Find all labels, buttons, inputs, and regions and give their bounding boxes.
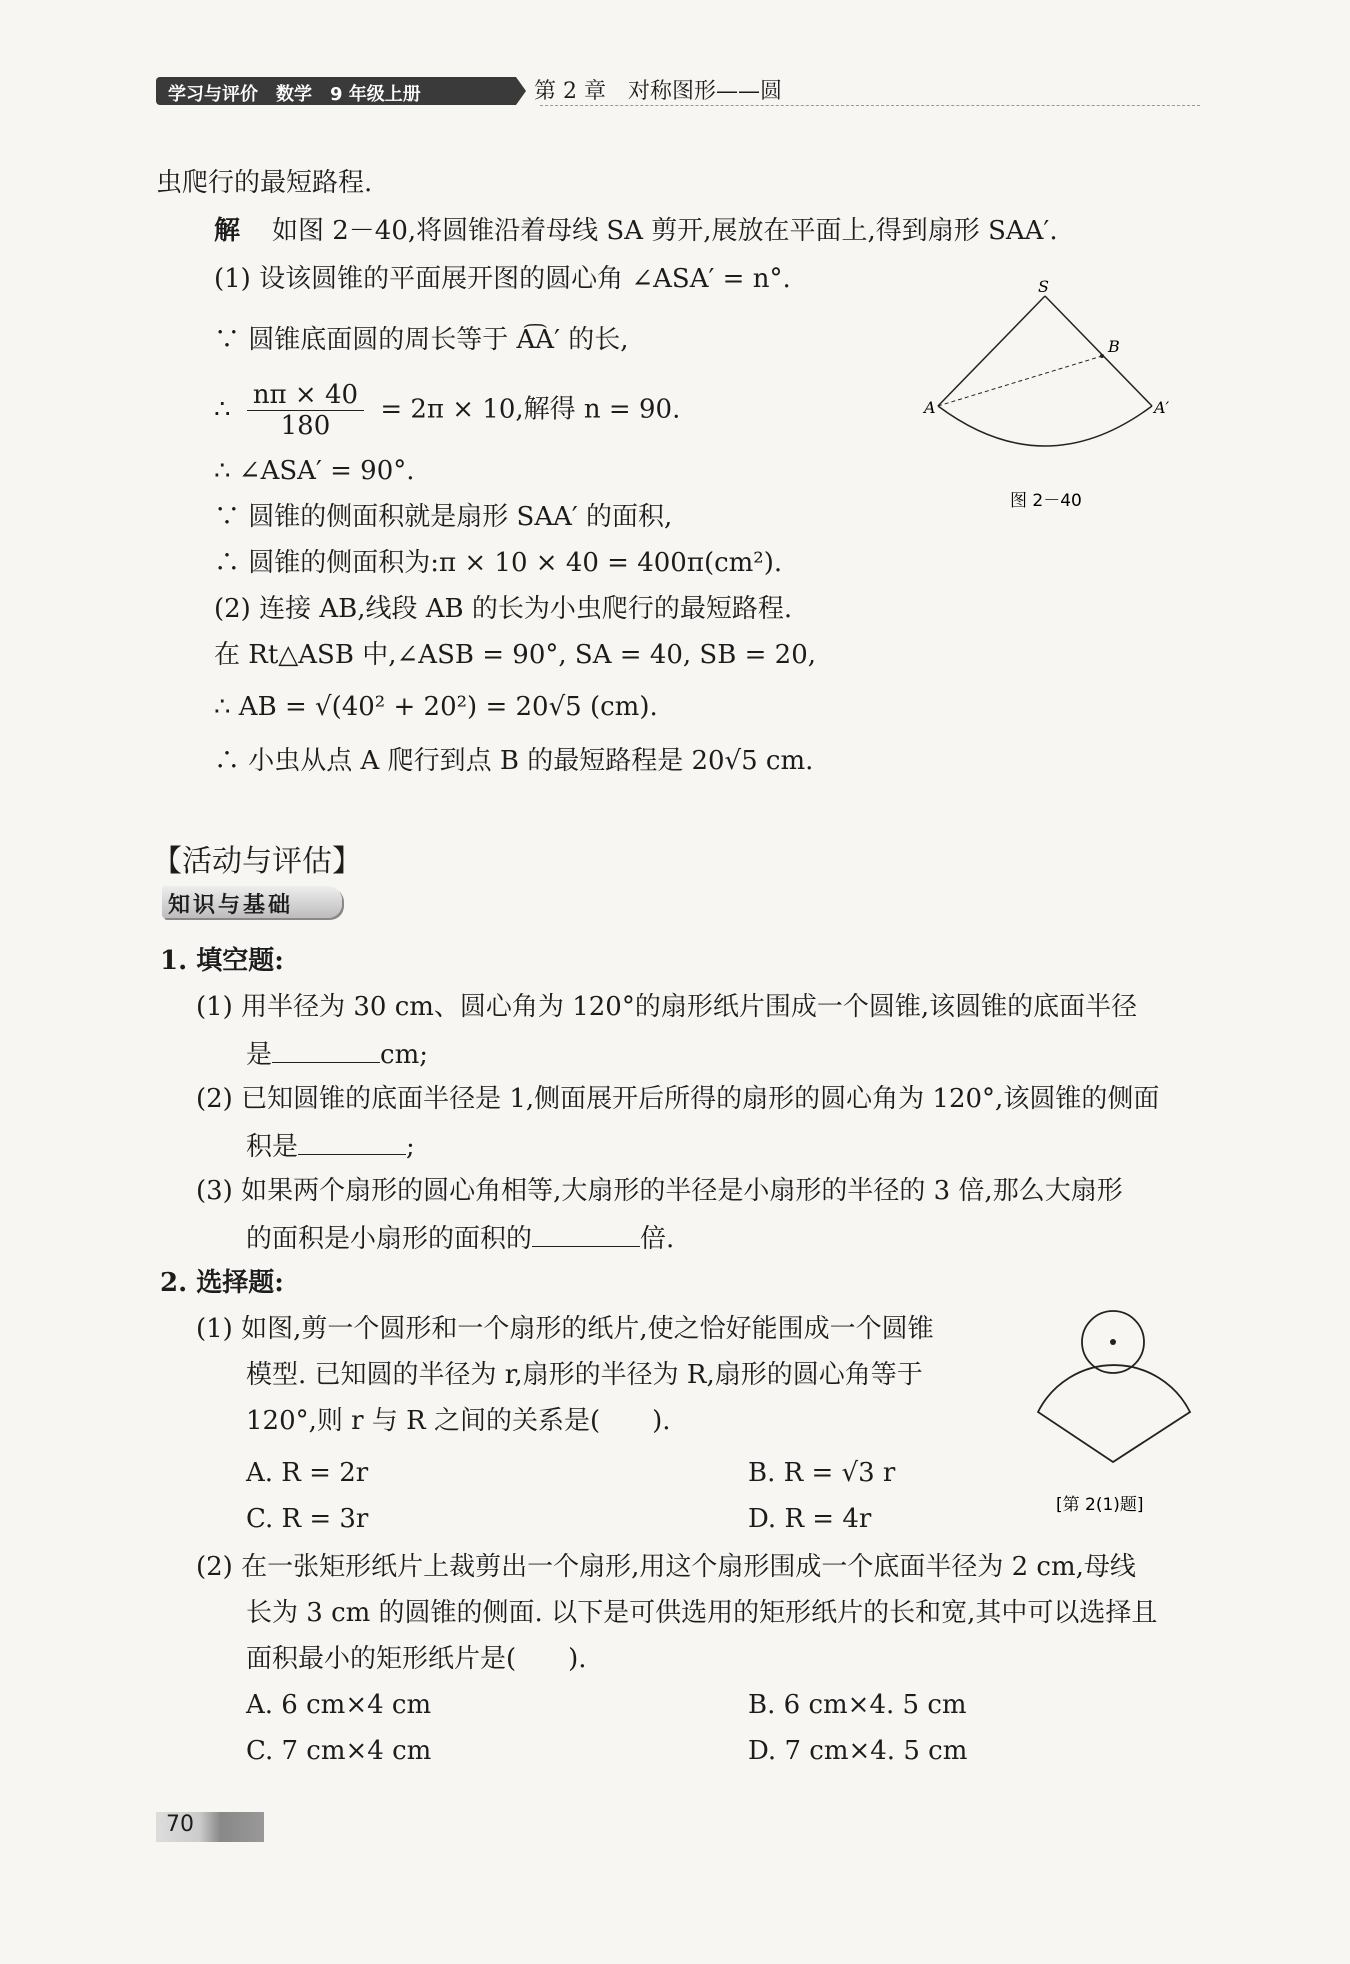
q2-option-D[interactable]: D. R = 4r	[748, 1504, 872, 1534]
q2-part1-line3: 120°,则 r 与 R 之间的关系是( ).	[246, 1406, 671, 1436]
q2-option-B[interactable]: B. R = √3 r	[748, 1458, 896, 1488]
header-divider	[540, 105, 1200, 106]
fig-line-SA2	[1045, 296, 1152, 406]
fig-point-B	[1100, 354, 1104, 358]
answer-blank[interactable]	[272, 1036, 380, 1063]
fraction-denominator: 180	[280, 411, 331, 441]
q2-2-option-D[interactable]: D. 7 cm×4. 5 cm	[748, 1736, 968, 1766]
header-book-banner	[156, 77, 516, 105]
solution-label: 解	[214, 216, 241, 246]
solution-line-5: ∴ ∠ASA′ = 90°.	[214, 456, 415, 486]
q2-fig-caption: [第 2(1)题]	[1056, 1495, 1144, 1515]
fig-arc-AA2	[938, 406, 1152, 446]
q1-part2-line2: 积是 ;	[246, 1128, 415, 1164]
q1-part2-line1: (2) 已知圆锥的底面半径是 1,侧面展开后所得的扇形的圆心角为 120°,该圆锥的侧面	[196, 1084, 1160, 1114]
solution-line-4	[214, 380, 680, 441]
figure-2-40	[910, 276, 1180, 516]
q2-heading: 2. 选择题:	[160, 1268, 284, 1298]
fraction-rest: = 2π × 10,解得 n = 90.	[380, 394, 681, 425]
q1-part3-line1: (3) 如果两个扇形的圆心角相等,大扇形的半径是小扇形的半径的 3 倍,那么大扇形	[196, 1176, 1123, 1206]
figure-q2-1	[1020, 1300, 1220, 1520]
q2-2-option-A[interactable]: A. 6 cm×4 cm	[246, 1690, 432, 1720]
q2-part2-line1: (2) 在一张矩形纸片上裁剪出一个扇形,用这个扇形围成一个底面半径为 2 cm,母线	[196, 1552, 1136, 1582]
solution-line-6: ∵ 圆锥的侧面积就是扇形 SAA′ 的面积,	[214, 502, 673, 532]
solution-line-3: ∵ 圆锥底面圆的周长等于 A͡A′ 的长,	[214, 325, 629, 355]
solution-line-9: 在 Rt△ASB 中,∠ASB = 90°, SA = 40, SB = 20,	[214, 640, 817, 670]
fig-circle-center	[1110, 1339, 1116, 1345]
q2-part1-line2: 模型. 已知圆的半径为 r,扇形的半径为 R,扇形的圆心角等于	[246, 1360, 923, 1390]
knowledge-badge	[162, 886, 342, 918]
q2-option-A[interactable]: A. R = 2r	[246, 1458, 369, 1488]
knowledge-badge-label: 知识与基础	[168, 893, 294, 918]
solution-line-11: ∴ 小虫从点 A 爬行到点 B 的最短路程是 20√5 cm.	[214, 746, 814, 776]
q2-2-option-C[interactable]: C. 7 cm×4 cm	[246, 1736, 432, 1766]
answer-blank[interactable]	[532, 1220, 640, 1247]
q1-part1-line2: 是 cm;	[246, 1036, 428, 1072]
fig-line-SA	[938, 296, 1045, 406]
q2-option-C[interactable]: C. R = 3r	[246, 1504, 369, 1534]
q1-part1-line1: (1) 用半径为 30 cm、圆心角为 120°的扇形纸片围成一个圆锥,该圆锥的底面半径	[196, 992, 1138, 1022]
fig-sector	[1038, 1365, 1190, 1462]
header-book-title: 学习与评价 数学 9 年级上册	[168, 84, 421, 105]
fraction-numerator: nπ × 40	[247, 380, 364, 411]
fig-label-B: B	[1108, 337, 1120, 356]
therefore-symbol: ∴	[214, 394, 231, 425]
continued-text: 虫爬行的最短路程.	[156, 168, 373, 198]
solution-line-7: ∴ 圆锥的侧面积为:π × 10 × 40 = 400π(cm²).	[214, 548, 783, 578]
fig-label-S: S	[1038, 277, 1049, 296]
solution-line-8: (2) 连接 AB,线段 AB 的长为小虫爬行的最短路程.	[214, 594, 793, 624]
q1-part3-line2: 的面积是小扇形的面积的 倍.	[246, 1220, 674, 1256]
solution-line-1: 如图 2－40,将圆锥沿着母线 SA 剪开,展放在平面上,得到扇形 SAA′.	[272, 216, 1058, 246]
answer-blank[interactable]	[298, 1128, 406, 1155]
fig-caption: 图 2－40	[1010, 491, 1082, 511]
header-chapter: 第 2 章 对称图形——圆	[534, 79, 782, 104]
solution-line-10: ∴ AB = √(40² + 20²) = 20√5 (cm).	[214, 692, 658, 722]
q2-2-option-B[interactable]: B. 6 cm×4. 5 cm	[748, 1690, 967, 1720]
fig-label-A-prime: A′	[1154, 398, 1170, 417]
q2-part2-line2: 长为 3 cm 的圆锥的侧面. 以下是可供选用的矩形纸片的长和宽,其中可以选择且	[246, 1598, 1158, 1628]
q2-part2-line3: 面积最小的矩形纸片是( ).	[246, 1644, 587, 1674]
q1-heading: 1. 填空题:	[160, 946, 284, 976]
fig-label-A: A	[924, 398, 936, 417]
q2-part1-line1: (1) 如图,剪一个圆形和一个扇形的纸片,使之恰好能围成一个圆锥	[196, 1314, 934, 1344]
fraction	[247, 380, 364, 441]
solution-line-2: (1) 设该圆锥的平面展开图的圆心角 ∠ASA′ = n°.	[214, 264, 791, 294]
header-banner-tip	[516, 77, 526, 105]
page-number: 70	[166, 1812, 194, 1837]
activity-title: 【活动与评估】	[152, 844, 362, 879]
